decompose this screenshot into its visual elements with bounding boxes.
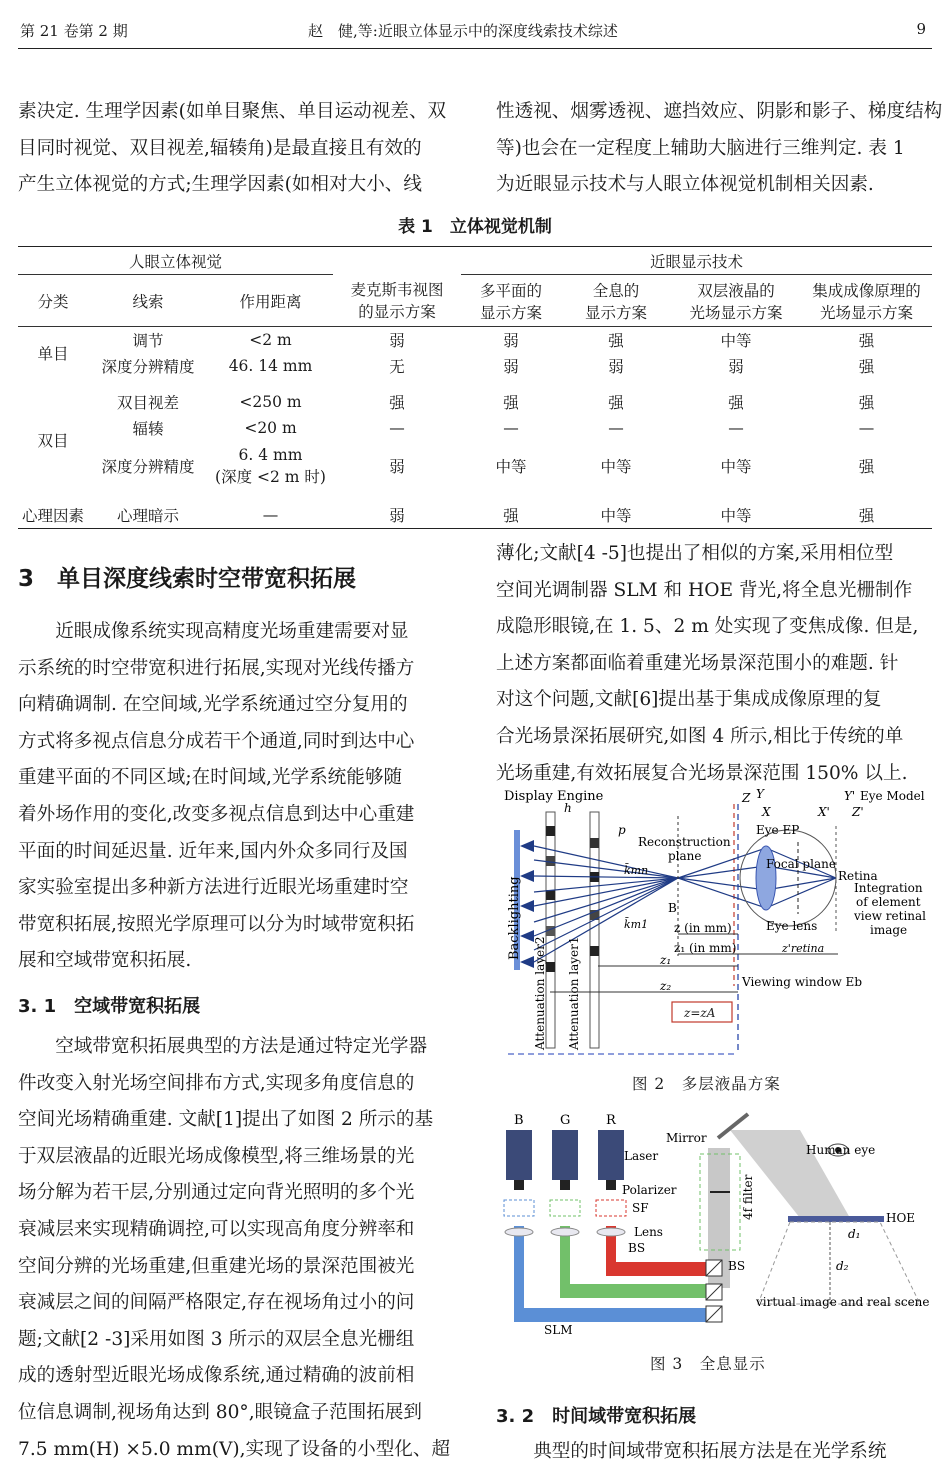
col-header-multiplane: 多平面的 显示方案 [479,281,542,322]
text-line: 示系统的时空带宽积进行拓展,实现对光线传播方 [18,657,415,679]
label-Y: Y [756,787,764,801]
label-reconstruction: Reconstruction [638,835,731,849]
cue-cell: 深度分辨精度 [101,457,195,476]
group-header-neareye: 近眼显示技术 [461,247,932,275]
value-cell: 弱 [503,357,519,376]
label-backlighting: Backlighting [507,876,522,960]
text-line: 方式将多视点信息分成若干个通道,同时到达中心 [18,730,415,752]
value-cell: 中等 [720,507,752,526]
running-title: 赵 健,等:近眼立体显示中的深度线索技术综述 [308,22,618,40]
category-mono: 单目 [37,344,69,363]
label-focal-plane: Focal plane [766,857,836,871]
label-integration-2: of element [856,895,921,909]
eye-lens [756,846,776,910]
intro-right-text [496,94,943,204]
text-line: 典型的时间域带宽积拓展方法是在光学系统 [496,1441,887,1462]
value-cell: 强 [389,393,405,412]
page-number: 9 [916,20,926,38]
value-cell: 无 [389,357,405,376]
intro-left-text [18,94,456,204]
range-cell: 6. 4 mm (深度 <2 m 时) [215,445,326,486]
label-h: h [564,801,572,815]
lenses [505,1228,625,1236]
group-header-human: 人眼立体视觉 [18,247,333,275]
value-cell: 强 [728,393,744,412]
value-cell: — [728,418,744,437]
hoe-plate [788,1216,884,1222]
col-header-class: 分类 [37,292,69,311]
table-row [18,353,932,379]
label-eye-lens: Eye lens [766,919,818,933]
value-cell: 强 [858,507,875,526]
text-line: 为近眼显示技术与人眼立体视觉机制相关因素. [496,174,874,196]
range-cell: <250 m [239,392,302,411]
label-4f-filter: 4f filter [741,1174,755,1220]
red-beam-horizontal [606,1262,710,1276]
range-cell: 46. 14 mm [228,356,313,375]
text-line: 空间光场精确重建. 文献[1]提出了如图 2 所示的基 [18,1109,434,1131]
col-header-dual-lcd: 双层液晶的 光场显示方案 [689,281,783,322]
text-line: 光场重建,有效拓展复合光场景深范围 150% 以上. [496,762,908,784]
text-line: 等)也会在一定程度上辅助大脑进行三维判定. 表 1 [496,137,905,159]
text-line: 薄化;文献[4 -5]也提出了相似的方案,采用相位型 [496,543,894,564]
label-laser: Laser [624,1149,659,1163]
label-viewing-window: Viewing window Eb [742,975,862,989]
label-d2: d₂ [836,1259,849,1273]
value-cell: — [389,418,405,437]
text-line: 衰减层之间的间隔严格限定,存在视场角过小的问 [18,1292,415,1314]
backlight-arrows [520,840,534,968]
text-line: 成隐形眼镜,在 1. 5、2 m 处实现了变焦成像. 但是, [496,616,919,638]
col-header-range: 作用距离 [239,292,302,311]
section-3-title: 3 单目深度线索时空带宽积拓展 [18,566,357,592]
beam-splitters [706,1260,722,1322]
text-line: 带宽积拓展,按照光学原理可以分为时域带宽积拓 [18,913,415,935]
label-eye-ep: Eye EP [756,823,800,837]
col-header-cue: 线索 [132,292,164,311]
cue-cell: 心理暗示 [116,507,179,526]
label-z1: z₁ [660,953,672,967]
value-cell: 弱 [389,331,405,350]
text-line: 题;文献[2 -3]采用如图 3 所示的双层全息光栅组 [18,1328,415,1350]
label-retina: Retina [838,869,878,883]
text-line: 空域带宽积拓展典型的方法是通过特定光学器 [18,1036,428,1057]
label-hoe: HOE [886,1211,916,1225]
text-line: 素决定. 生理学因素(如单目聚焦、单目运动视差、双 [18,101,447,122]
value-cell: 弱 [608,357,624,376]
text-line: 产生立体视觉的方式;生理学因素(如相对大小、线 [18,174,422,196]
cue-cell: 双目视差 [116,393,179,412]
label-eye-model: Eye Model [860,789,925,803]
label-p: p [618,823,626,837]
label-integration-3: view retinal [854,909,927,923]
text-line: 合光场景深拓展研究,如图 4 所示,相比于传统的单 [496,725,904,747]
value-cell: 强 [858,331,875,350]
text-line: 对这个问题,文献[6]提出基于集成成像原理的复 [496,689,882,711]
text-line: 近眼成像系统实现高精度光场重建需要对显 [18,621,409,642]
sf-red [596,1200,626,1216]
value-cell: — [858,418,875,437]
eye-ball [740,830,836,926]
value-cell: 强 [608,393,624,412]
figure-2-multilayer-lcd [498,786,932,1058]
text-line: 衰减层来实现精确调控,可以实现高角度分辨率和 [18,1218,415,1240]
label-integration-4: image [870,923,908,937]
label-z-box: z=zA [684,1006,716,1020]
value-cell: 弱 [389,457,405,476]
section-3-1-title: 3. 1 空域带宽积拓展 [18,996,201,1017]
label-G: G [560,1113,571,1128]
running-header [18,8,932,49]
blue-beam-vertical [514,1226,524,1322]
col-header-integral: 集成成像原理的 光场显示方案 [812,281,921,322]
figure-2-caption: 图 2 多层液晶方案 [632,1075,781,1093]
label-bs-1: BS [628,1241,646,1255]
label-B: B [514,1113,524,1128]
section-3-1-text [18,1029,456,1468]
value-cell: 中等 [720,331,752,350]
value-cell: 强 [608,331,624,350]
text-line: 场分解为若干层,分别通过定向背光照明的多个光 [18,1182,415,1204]
sf-green [550,1200,580,1216]
range-cell: <20 m [244,418,297,437]
label-Xprime: X' [818,805,830,819]
value-cell: 中等 [600,507,632,526]
label-R: R [606,1113,616,1128]
figure-3-holographic-display [500,1108,932,1340]
text-line: 展和空域带宽积拓展. [18,950,192,972]
value-cell: 强 [503,393,519,412]
label-Z: Z [742,791,751,805]
text-line: 于双层液晶的近眼光场成像模型,将三维场景的光 [18,1145,415,1167]
text-line: 性透视、烟雾透视、遮挡效应、阴影和影子、梯度结构 [496,101,943,122]
text-line: 成的透射型近眼光场成像系统,通过精确的波前相 [18,1365,415,1387]
label-display-engine: Display Engine [504,789,604,804]
label-slm: SLM [544,1323,573,1337]
table-row [18,503,932,529]
journal-issue: 第 21 卷第 2 期 [20,22,128,40]
range-cell: — [262,506,279,525]
value-cell: — [503,418,519,437]
table-row [18,415,932,441]
label-d1: d₁ [848,1227,861,1241]
label-plane: plane [668,849,702,863]
label-mirror: Mirror [666,1131,707,1145]
label-z1-in: z₁ (in mm) [674,941,737,955]
text-line: 上述方案都面临着重建光场景深范围小的难题. 针 [496,652,899,674]
stereo-vision-table [18,246,932,529]
value-cell: 弱 [728,357,744,376]
table-row [18,441,932,491]
text-line: 重建平面的不同区域;在时间域,光学系统能够随 [18,767,403,789]
attenuation-layer-1 [590,812,599,1048]
text-line: 目同时视觉、双目视差,辐辏角)是最直接且有效的 [18,137,422,159]
table-row [18,389,932,415]
label-Yprime: Y' [844,789,856,803]
cue-cell: 辐辏 [132,419,164,438]
value-cell: 中等 [720,457,752,476]
label-sf: SF [632,1201,649,1215]
laser-units [506,1130,624,1190]
range-cell: <2 m [249,330,292,349]
text-line: 位信息调制,视场角达到 80°,眼镜盒子范围拓展到 [18,1401,422,1423]
label-polarizer: Polarizer [622,1183,677,1197]
value-cell: 弱 [503,331,519,350]
label-kmn: k̄mn [624,864,649,877]
value-cell: 强 [858,357,875,376]
section-3-2-title: 3. 2 时间域带宽积拓展 [496,1406,697,1427]
label-human-eye: Human eye [806,1143,876,1157]
label-virtual-scene: virtual image and real scene [756,1295,930,1309]
col-header-holographic: 全息的 显示方案 [584,281,647,322]
green-beam-horizontal [560,1284,710,1298]
label-km1: k̄m1 [624,918,649,931]
value-cell: 中等 [600,457,632,476]
value-cell: — [608,418,624,437]
value-cell: 中等 [495,457,527,476]
text-line: 家实验室提出多种新方法进行近眼光场重建时空 [18,877,409,899]
value-cell: 强 [503,507,519,526]
label-z2: z₂ [660,979,672,993]
col-header-maxwell: 麦克斯韦视图 的显示方案 [350,281,444,322]
value-cell: 弱 [389,507,405,526]
label-integration-1: Integration [854,881,923,895]
sf-blue [504,1200,534,1216]
section-3-2-text [496,1434,934,1471]
text-line: 平面的时间延迟量. 近年来,国内外众多同行及国 [18,840,408,862]
figure-3-caption: 图 3 全息显示 [650,1355,766,1373]
table-title: 表 1 立体视觉机制 [398,217,552,237]
cue-cell: 深度分辨精度 [101,357,195,376]
value-cell: 强 [858,393,875,412]
text-line: 7.5 mm(H) ×5.0 mm(V),实现了设备的小型化、超 [18,1438,451,1460]
section-3-text [18,614,456,980]
label-z-in: z (in mm) [674,921,732,935]
label-z-retina: z'retina [782,942,825,955]
text-line: 向精确调制. 在空间域,光学系统通过空分复用的 [18,694,408,716]
blue-beam-horizontal [514,1308,710,1322]
text-line: 着外场作用的变化,改变多视点信息到达中心重建 [18,803,415,825]
label-bs-2: BS [728,1259,746,1273]
label-lens: Lens [634,1225,663,1239]
category-psy: 心理因素 [21,507,84,526]
cue-cell: 调节 [132,331,164,350]
category-bino: 双目 [37,431,69,450]
label-attenuation-1: Attenuation layer1 [567,936,581,1050]
label-attenuation-2: Attenuation layer2 [533,936,547,1050]
label-B: B [668,901,677,915]
text-line: 件改变入射光场空间排布方式,实现多角度信息的 [18,1072,415,1094]
label-Zprime: Z' [852,805,864,819]
table-row [18,327,932,353]
right-column-text [496,536,934,792]
value-cell: 强 [858,457,875,476]
text-line: 空间光调制器 SLM 和 HOE 背光,将全息光栅制作 [496,579,913,601]
text-line: 空间分辨的光场重建,但重建光场的景深范围被光 [18,1255,415,1277]
label-X: X [762,805,771,819]
